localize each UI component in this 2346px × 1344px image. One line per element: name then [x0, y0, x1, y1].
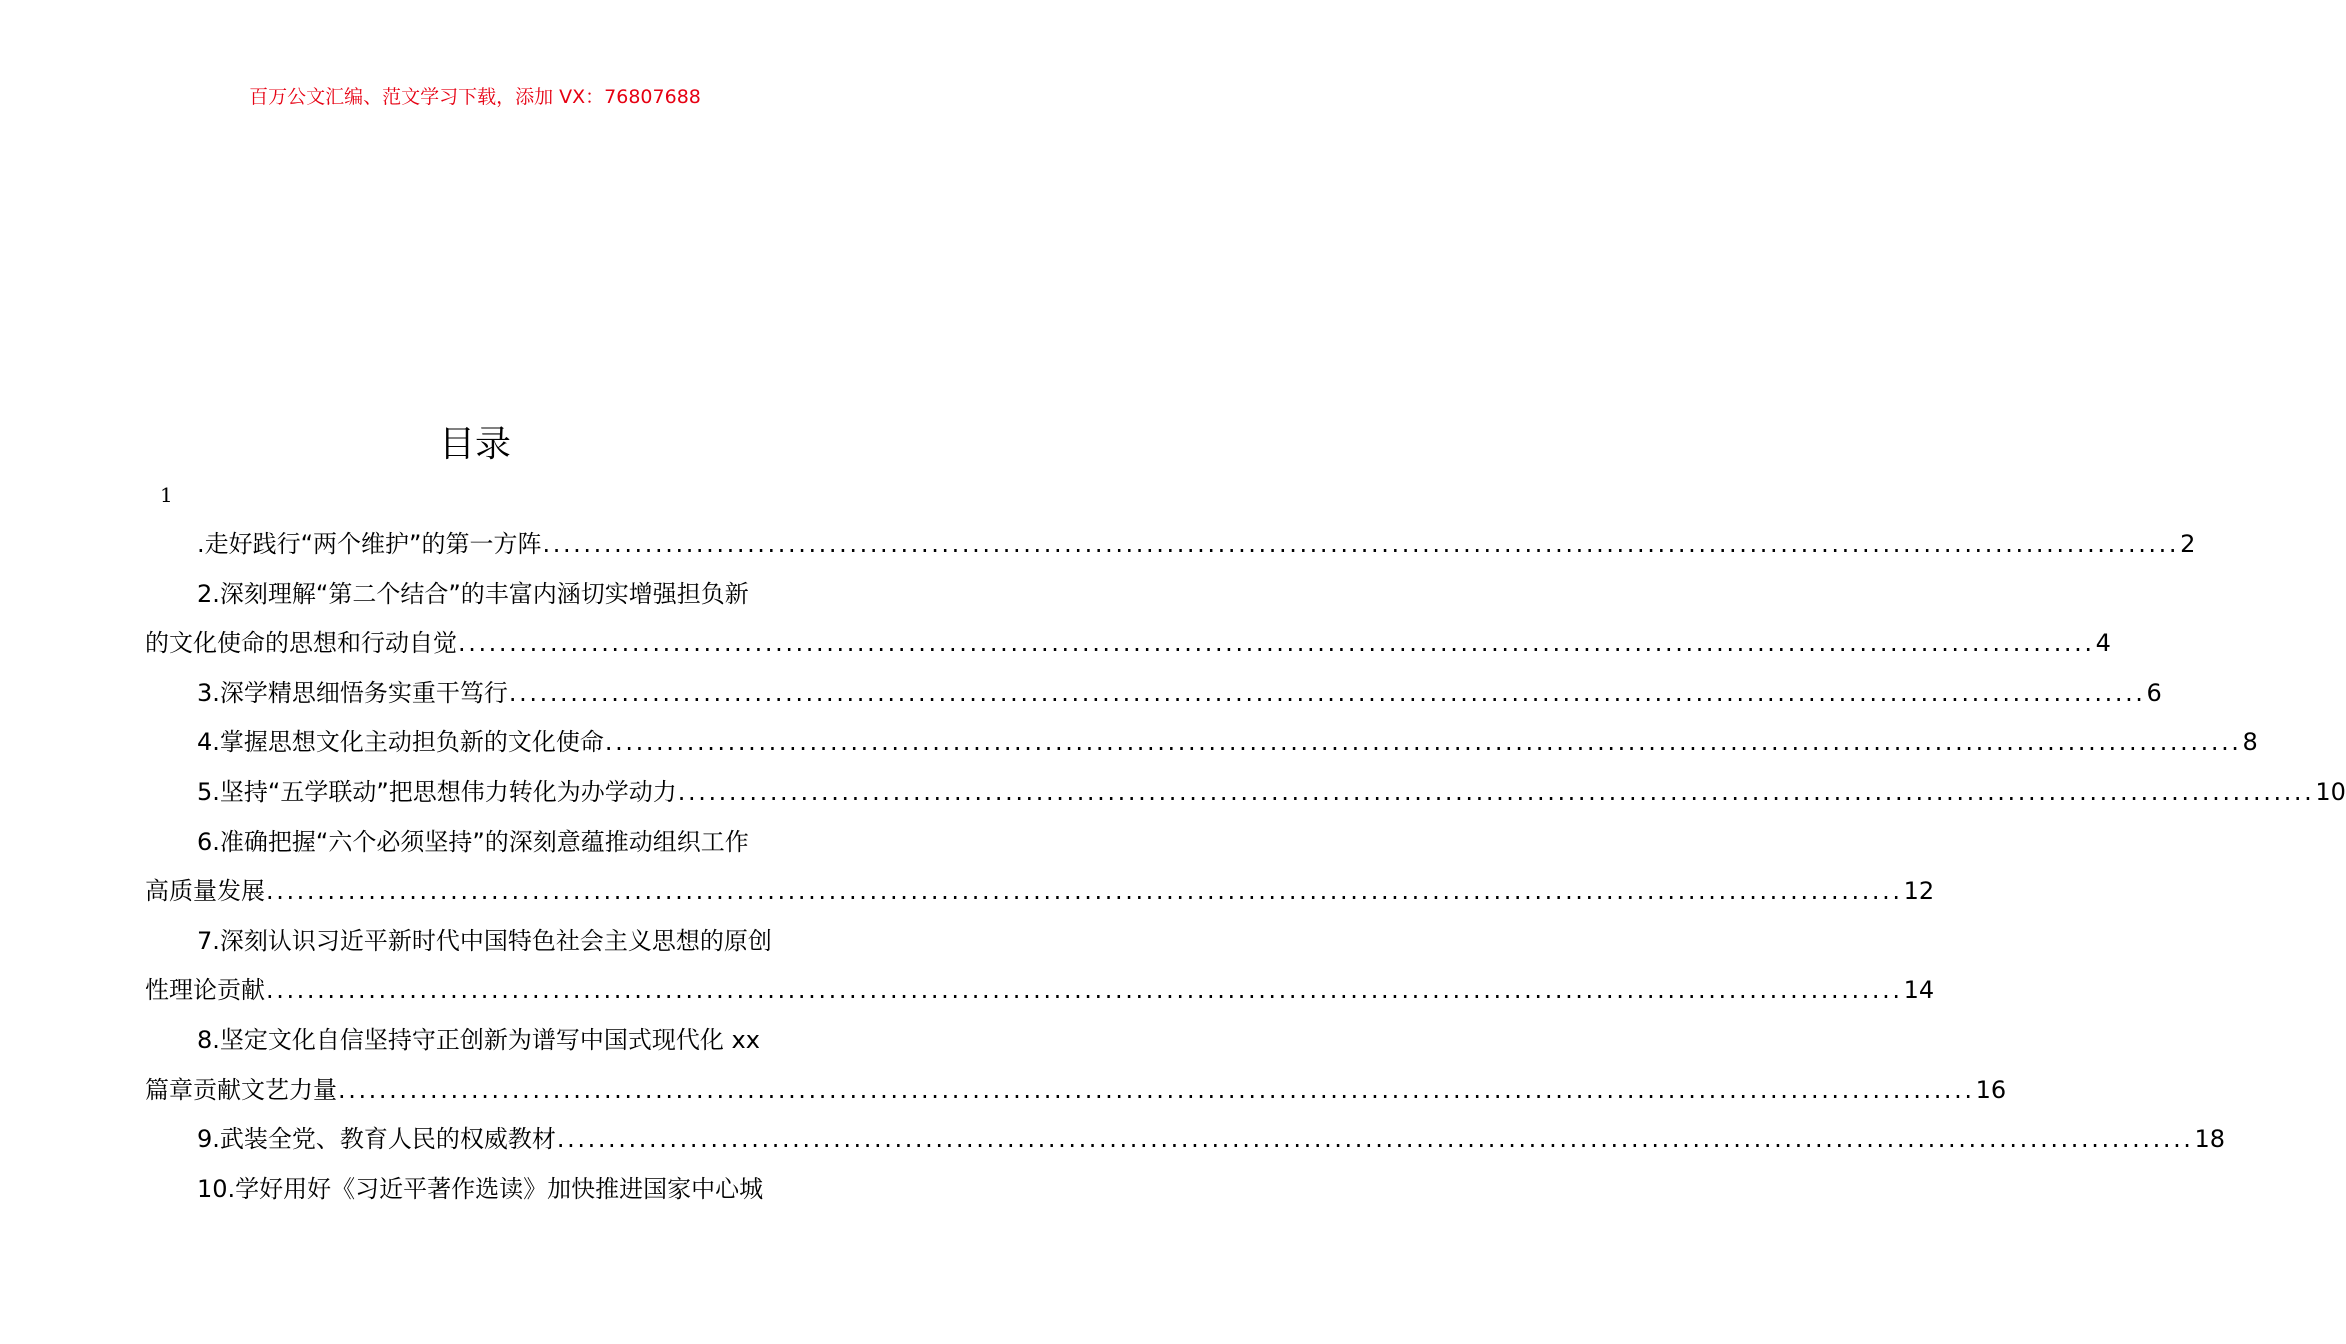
toc-leader-dots: ................................................................................................................................................................: [458, 629, 2095, 658]
toc-entry-line[interactable]: [145, 1066, 2007, 1116]
toc-entry-line[interactable]: [145, 966, 1935, 1016]
toc-leader-dots: ................................................................................................................................................................: [508, 678, 2146, 707]
toc-leader-dots: ................................................................................................................................................................: [604, 728, 2242, 757]
toc-page-number: 6: [2146, 678, 2162, 707]
toc-entry-text: 5.坚持“五学联动”把思想伟力转化为办学动力: [197, 777, 677, 806]
toc-entry-text: 10.学好用好《习近平著作选读》加快推进国家中心城: [197, 1174, 764, 1203]
toc-leader-dots: ................................................................................................................................................................: [266, 976, 1903, 1005]
toc-entry-text: 篇章贡献文艺力量: [145, 1075, 337, 1104]
toc-page-number: 16: [1975, 1075, 2007, 1104]
toc-entry-line[interactable]: [145, 570, 807, 620]
toc-page-number: 4: [2095, 629, 2111, 658]
toc-entry-line[interactable]: [145, 867, 1935, 917]
toc-page-number: 18: [2194, 1125, 2226, 1154]
toc-leader-dots: ................................................................................................................................................................: [556, 1125, 2194, 1154]
toc-entry-text: 2.深刻理解“第二个结合”的丰富内涵切实增强担负新: [197, 579, 749, 608]
stray-marker: 1: [160, 483, 173, 507]
toc-entry-text: 7.深刻认识习近平新时代中国特色社会主义思想的原创: [197, 926, 772, 955]
toc-entry-text: 9.武装全党、教育人民的权威教材: [197, 1125, 556, 1154]
toc-entry-line[interactable]: [145, 1165, 807, 1215]
toc-entry-line[interactable]: [145, 520, 2196, 570]
toc-entry-text: 性理论贡献: [145, 976, 265, 1005]
toc-entry-text: .走好践行“两个维护”的第一方阵: [197, 530, 542, 558]
watermark-banner: 百万公文汇编、范文学习下载，添加 VX：76807688: [249, 86, 701, 108]
toc-leader-dots: ................................................................................................................................................................: [677, 777, 2315, 806]
toc-title: 目录: [438, 424, 511, 465]
toc-entry-line[interactable]: [145, 1115, 2226, 1165]
toc-entry-line[interactable]: [145, 768, 2346, 818]
toc-leader-dots: ................................................................................................................................................................: [542, 530, 2180, 558]
toc-entry-text: 3.深学精思细悟务实重干笃行: [197, 678, 508, 707]
toc-entry-text: 的文化使命的思想和行动自觉: [145, 629, 457, 658]
toc-entry-text: 6.准确把握“六个必须坚持”的深刻意蕴推动组织工作: [197, 827, 749, 856]
toc-entry-text: 8.坚定文化自信坚持守正创新为谱写中国式现代化 xx: [197, 1025, 760, 1054]
toc-leader-dots: ................................................................................................................................................................: [338, 1075, 1975, 1104]
toc-entry-text: 4.掌握思想文化主动担负新的文化使命: [197, 728, 604, 757]
toc-entry-text: 高质量发展: [145, 877, 265, 906]
table-of-contents: [145, 520, 2346, 1214]
toc-leader-dots: ................................................................................................................................................................: [266, 877, 1903, 906]
toc-entry-line[interactable]: [145, 718, 2258, 768]
toc-page-number: 2: [2180, 530, 2196, 558]
toc-page-number: 14: [1903, 976, 1935, 1005]
toc-page-number: 12: [1903, 877, 1935, 906]
toc-entry-line[interactable]: [145, 619, 2111, 669]
toc-entry-line[interactable]: [145, 1016, 807, 1066]
toc-page-number: 8: [2242, 728, 2258, 757]
toc-entry-line[interactable]: [145, 669, 2162, 719]
toc-entry-line[interactable]: [145, 917, 807, 967]
toc-page-number: 10: [2315, 777, 2346, 806]
toc-entry-line[interactable]: [145, 818, 807, 868]
